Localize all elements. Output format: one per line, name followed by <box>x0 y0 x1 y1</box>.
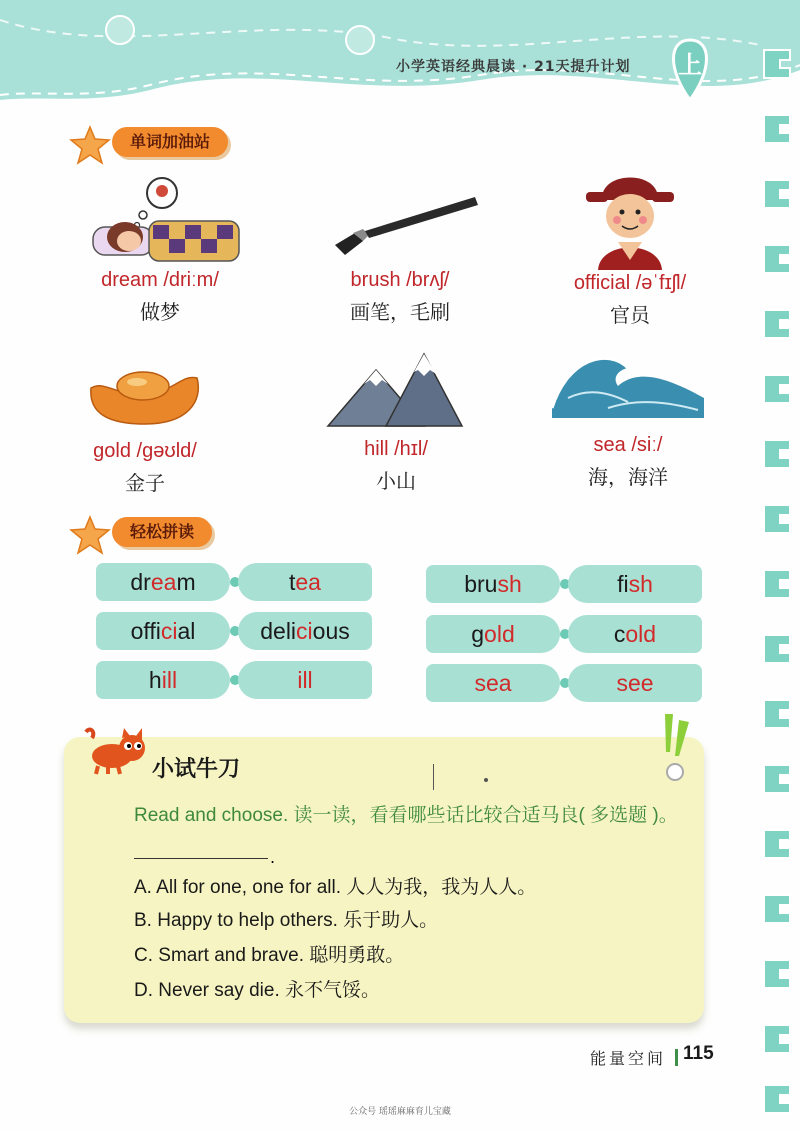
phonics-section-title: 轻松拼读 <box>112 517 212 547</box>
quiz-dot <box>484 778 488 782</box>
word-card <box>530 160 730 328</box>
volume-badge: 上 <box>678 51 702 79</box>
word-english: brush /brʌʃ/ <box>350 269 450 291</box>
phonics-word: gold <box>426 615 560 653</box>
word-english: official /əˈfɪʃl/ <box>573 272 687 294</box>
quiz-title: 小试牛刀 <box>152 757 241 782</box>
quiz-instruction: Read and choose. 读一读，看看哪些话比较合适马良( 多选题 )。 <box>134 805 678 826</box>
watermark: 公众号 瑶瑶麻麻育儿宝藏 <box>349 1107 451 1117</box>
word-english: gold /ɡəʊld/ <box>93 440 197 462</box>
phonics-word: sea <box>426 664 560 702</box>
word-card <box>528 348 728 490</box>
phonics-pair <box>96 661 376 699</box>
notebook-binding <box>756 40 800 1120</box>
phonics-word: ill <box>238 661 372 699</box>
quiz-option-a[interactable]: A. All for one, one for all. 人人为我，我为人人。 <box>134 877 537 898</box>
vocab-section-title: 单词加油站 <box>112 127 228 157</box>
word-chinese: 金子 <box>125 471 165 495</box>
hills-icon <box>326 350 466 430</box>
quiz-option-b[interactable]: B. Happy to help others. 乐于助人。 <box>134 910 439 931</box>
word-chinese: 小山 <box>376 469 416 493</box>
vocab-section-header <box>68 125 288 159</box>
phonics-pair <box>426 615 706 653</box>
phonics-word: tea <box>238 563 372 601</box>
cat-mascot-icon <box>82 724 152 776</box>
answer-blank[interactable] <box>134 858 268 859</box>
word-english: dream /driːm/ <box>101 269 219 291</box>
quiz-option-d[interactable]: D. Never say die. 永不气馁。 <box>134 980 380 1001</box>
page-number: 115 <box>683 1043 714 1064</box>
answer-blank-period: . <box>270 848 276 867</box>
star-icon <box>68 125 112 165</box>
phonics-pair <box>96 563 376 601</box>
word-english: sea /siː/ <box>593 434 663 456</box>
phonics-section-header <box>68 515 288 549</box>
word-card <box>296 350 496 494</box>
phonics-word: brush <box>426 565 560 603</box>
phonics-word: cold <box>568 615 702 653</box>
exclamation-icon <box>655 712 695 782</box>
paintbrush-icon <box>315 175 485 267</box>
word-chinese: 画笔，毛刷 <box>350 300 450 324</box>
word-card <box>300 175 500 325</box>
phonics-word: see <box>568 664 702 702</box>
page-number-bar <box>675 1049 678 1066</box>
quiz-divider <box>433 764 434 790</box>
sleeping-child-icon <box>75 175 245 267</box>
word-chinese: 海，海洋 <box>588 465 668 489</box>
word-english: hill /hɪl/ <box>364 438 428 460</box>
phonics-word: delicious <box>238 612 372 650</box>
phonics-word: dream <box>96 563 230 601</box>
phonics-pair <box>426 664 706 702</box>
phonics-pair <box>426 565 706 603</box>
quiz-option-c[interactable]: C. Smart and brave. 聪明勇敢。 <box>134 945 405 966</box>
word-card <box>45 360 245 496</box>
phonics-word: official <box>96 612 230 650</box>
sea-waves-icon <box>548 348 708 420</box>
word-chinese: 做梦 <box>140 300 180 324</box>
phonics-word: hill <box>96 661 230 699</box>
word-card <box>60 175 260 325</box>
star-icon <box>68 515 112 555</box>
phonics-pair <box>96 612 376 650</box>
gold-ingot-icon <box>85 360 205 430</box>
word-chinese: 官员 <box>610 303 650 327</box>
official-icon <box>570 160 690 270</box>
series-title: 小学英语经典晨读 · 21天提升计划 <box>396 59 631 75</box>
phonics-word: fish <box>568 565 702 603</box>
footer-section-name: 能量空间 <box>590 1049 667 1068</box>
